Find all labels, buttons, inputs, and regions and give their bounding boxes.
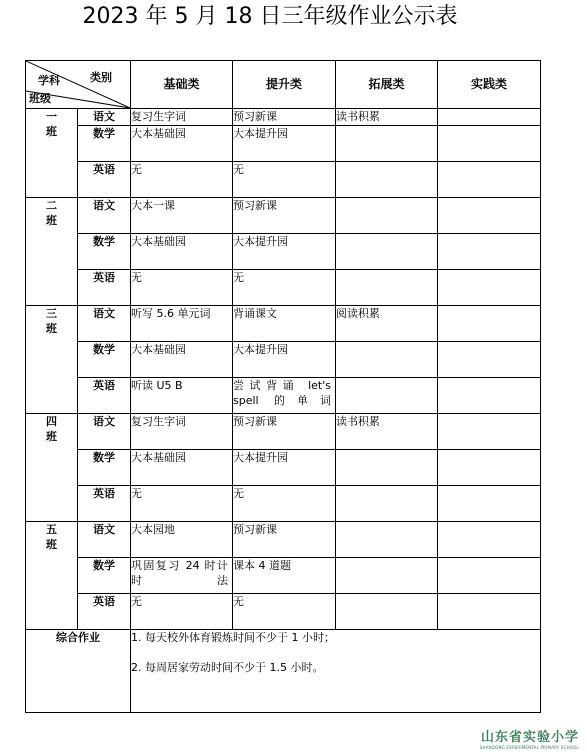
table-cell: 巩固复习 24 时计时法	[131, 558, 233, 594]
table-cell: 读书积累	[336, 414, 438, 450]
class-label-char: 班	[46, 538, 57, 551]
table-cell: 无	[233, 162, 336, 198]
table-cell	[438, 594, 541, 630]
table-cell	[438, 306, 541, 342]
table-cell	[336, 522, 438, 558]
table-cell: 读书积累	[336, 109, 438, 126]
table-cell	[438, 270, 541, 306]
table-cell: 预习新课	[233, 414, 336, 450]
subject-cell: 英语	[78, 594, 131, 630]
table-cell	[438, 162, 541, 198]
corner-label-subject: 学科	[38, 74, 60, 87]
table-cell	[438, 486, 541, 522]
table-cell: 阅读积累	[336, 306, 438, 342]
summary-item: 1. 每天校外体育锻炼时间不少于 1 小时；	[131, 631, 335, 644]
school-name-en: SHANDONG EXPERIMENTAL PRIMARY SCHOOL	[479, 745, 579, 750]
header-row	[26, 61, 541, 109]
summary-label: 综合作业	[26, 630, 131, 713]
table-cell: 尝试背诵 let's spell 的单词	[233, 378, 336, 414]
homework-table	[25, 60, 541, 713]
class-label	[26, 109, 78, 198]
table-row	[26, 558, 541, 594]
column-header-advanced: 提升类	[233, 61, 336, 109]
table-row	[26, 270, 541, 306]
summary-item: 2. 每周居家劳动时间不少于 1.5 小时。	[131, 661, 324, 674]
table-cell: 无	[131, 270, 233, 306]
corner-label-class: 班级	[29, 92, 51, 105]
table-cell: 大本园地	[131, 522, 233, 558]
table-cell: 预习新课	[233, 522, 336, 558]
table-cell	[336, 558, 438, 594]
class-label-char: 班	[46, 214, 57, 227]
subject-cell: 数学	[78, 234, 131, 270]
table-cell	[336, 486, 438, 522]
table-cell	[438, 558, 541, 594]
class-label-char: 班	[46, 322, 57, 335]
table-cell	[336, 342, 438, 378]
table-cell	[438, 234, 541, 270]
table-cell: 无	[233, 270, 336, 306]
school-logo	[480, 726, 579, 750]
table-row	[26, 342, 541, 378]
table-cell: 无	[131, 486, 233, 522]
subject-cell: 语文	[78, 109, 131, 126]
table-cell	[336, 594, 438, 630]
class-label	[26, 414, 78, 522]
table-cell: 大本基础园	[131, 126, 233, 162]
table-cell: 大本基础园	[131, 342, 233, 378]
table-row	[26, 198, 541, 234]
class-label	[26, 522, 78, 630]
page-title: 2023 年 5 月 18 日三年级作业公示表	[82, 4, 458, 29]
table-cell	[438, 109, 541, 126]
summary-items	[131, 630, 541, 713]
table-cell	[336, 234, 438, 270]
subject-cell: 英语	[78, 162, 131, 198]
column-header-practice: 实践类	[438, 61, 541, 109]
summary-row	[26, 630, 541, 713]
subject-cell: 英语	[78, 270, 131, 306]
subject-cell: 数学	[78, 558, 131, 594]
subject-cell: 数学	[78, 342, 131, 378]
table-cell	[336, 378, 438, 414]
table-cell: 预习新课	[233, 109, 336, 126]
table-cell	[438, 198, 541, 234]
class-label-char: 五	[46, 523, 57, 536]
table-cell	[336, 270, 438, 306]
table-cell: 复习生字词	[131, 414, 233, 450]
table-row	[26, 306, 541, 342]
table-cell: 无	[131, 594, 233, 630]
school-name-cn: 山东省实验小学	[480, 730, 579, 745]
table-cell: 无	[233, 486, 336, 522]
corner-label-category: 类别	[90, 71, 112, 84]
subject-cell: 语文	[78, 198, 131, 234]
subject-cell: 数学	[78, 126, 131, 162]
table-cell: 听写 5.6 单元词	[131, 306, 233, 342]
table-cell	[336, 450, 438, 486]
class-label-char: 班	[46, 125, 57, 138]
table-cell	[438, 450, 541, 486]
class-label-char: 三	[46, 307, 57, 320]
table-cell	[336, 162, 438, 198]
table-row	[26, 378, 541, 414]
table-cell	[336, 198, 438, 234]
table-cell	[438, 414, 541, 450]
table-row	[26, 109, 541, 126]
table-cell	[438, 342, 541, 378]
table-cell: 大本提升园	[233, 126, 336, 162]
table-row	[26, 522, 541, 558]
table-row	[26, 594, 541, 630]
column-header-extended: 拓展类	[336, 61, 438, 109]
table-cell: 大本基础园	[131, 450, 233, 486]
class-label-char: 班	[46, 430, 57, 443]
table-cell	[438, 378, 541, 414]
table-row	[26, 234, 541, 270]
table-cell: 大本提升园	[233, 342, 336, 378]
table-cell: 复习生字词	[131, 109, 233, 126]
table-cell: 大本提升园	[233, 450, 336, 486]
table-row	[26, 162, 541, 198]
corner-header-cell	[26, 61, 131, 109]
class-label-char: 一	[46, 110, 57, 123]
table-cell: 大本提升园	[233, 234, 336, 270]
subject-cell: 数学	[78, 450, 131, 486]
class-label-char: 四	[46, 415, 57, 428]
table-cell: 听读 U5 B	[131, 378, 233, 414]
table-cell	[336, 126, 438, 162]
table-cell: 预习新课	[233, 198, 336, 234]
class-label-char: 二	[46, 199, 57, 212]
table-cell: 大本一课	[131, 198, 233, 234]
column-header-basic: 基础类	[131, 61, 233, 109]
table-cell: 课本 4 道题	[233, 558, 336, 594]
table-row	[26, 414, 541, 450]
subject-cell: 英语	[78, 378, 131, 414]
table-cell	[438, 522, 541, 558]
table-row	[26, 486, 541, 522]
table-cell: 大本基础园	[131, 234, 233, 270]
table-row	[26, 450, 541, 486]
class-label	[26, 306, 78, 414]
subject-cell: 语文	[78, 306, 131, 342]
class-label	[26, 198, 78, 306]
table-cell: 无	[131, 162, 233, 198]
table-cell: 无	[233, 594, 336, 630]
subject-cell: 语文	[78, 414, 131, 450]
subject-cell: 英语	[78, 486, 131, 522]
table-cell	[438, 126, 541, 162]
table-cell: 背诵课文	[233, 306, 336, 342]
subject-cell: 语文	[78, 522, 131, 558]
table-row	[26, 126, 541, 162]
